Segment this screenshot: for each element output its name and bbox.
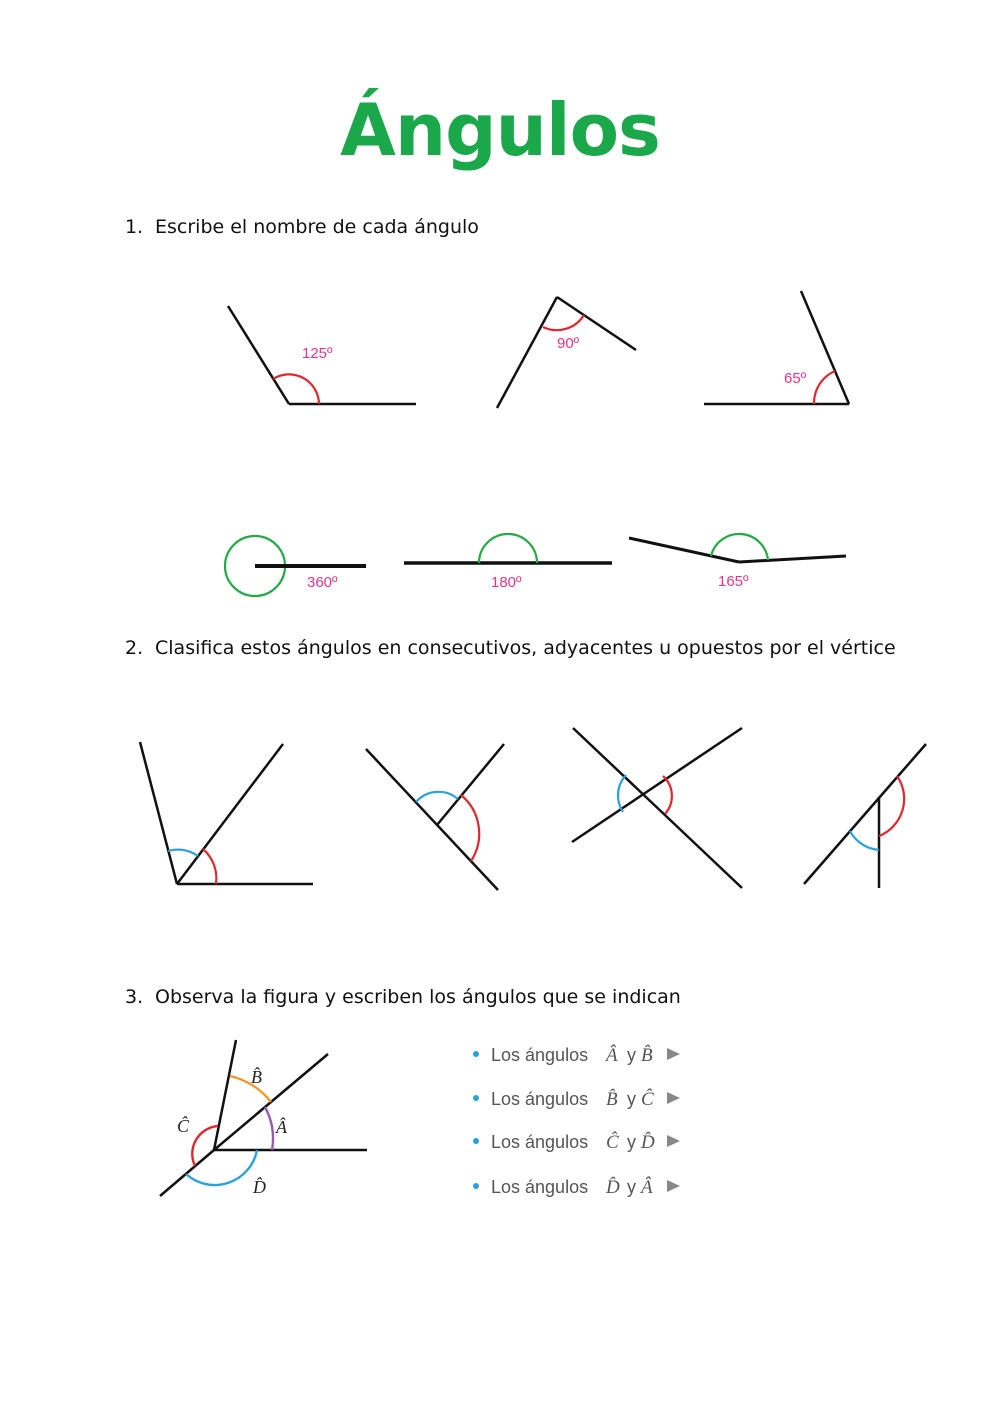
list-item-prefix: Los ángulos (491, 1089, 589, 1109)
arrow-right-icon (667, 1180, 680, 1192)
angle-label: 180º (491, 574, 522, 591)
arrow-right-icon (667, 1092, 680, 1104)
angle-180-figure (404, 534, 612, 591)
angle-pairs-list (473, 1044, 680, 1198)
angle-a-label: Â (276, 1117, 287, 1137)
angle-125-figure (228, 306, 416, 404)
list-item-angle-b: Ĉ (641, 1089, 654, 1110)
angle-90-figure (497, 297, 636, 408)
list-item-prefix: Los ángulos (491, 1132, 589, 1152)
question-number: 3. (125, 986, 144, 1008)
list-item-conj: y (627, 1177, 636, 1197)
angle-label: 125º (302, 345, 333, 362)
list-item-conj: y (627, 1089, 636, 1109)
bullet-icon (473, 1051, 479, 1057)
list-item-angle-b: Â (641, 1177, 653, 1198)
question-text: Clasifica estos ángulos en consecutivos, adyacentes u opuestos por el vértice (155, 637, 896, 659)
list-item-angle-b: D̂ (641, 1132, 655, 1153)
list-item (473, 1131, 680, 1153)
list-item-prefix: Los ángulos (491, 1177, 589, 1197)
question-number: 2. (125, 637, 144, 659)
list-item-angle-a: B̂ (606, 1089, 618, 1110)
consecutive-angles-figure (140, 742, 313, 884)
list-item (473, 1088, 680, 1110)
angle-d-label: D̂ (253, 1177, 266, 1197)
list-item-angle-a: D̂ (606, 1177, 620, 1198)
bullet-icon (473, 1183, 479, 1189)
arrow-right-icon (667, 1048, 680, 1060)
list-item-angle-a: Â (606, 1045, 618, 1066)
question-text: Observa la figura y escriben los ángulos que se indican (155, 986, 681, 1008)
angle-label: 165º (718, 573, 749, 590)
bullet-icon (473, 1138, 479, 1144)
angle-label: 360º (307, 574, 338, 591)
list-item-conj: y (627, 1132, 636, 1152)
adjacent-angles-figure (366, 744, 504, 890)
angle-360-figure (225, 536, 366, 596)
vertical-angles-figure (572, 728, 742, 888)
list-item-angle-a: Ĉ (606, 1132, 619, 1153)
question-number: 1. (125, 216, 144, 238)
list-item-conj: y (627, 1045, 636, 1065)
list-item-angle-b: B̂ (641, 1045, 653, 1066)
bullet-icon (473, 1095, 479, 1101)
angles-abcd-figure (160, 1040, 367, 1197)
page-title: Ángulos (340, 88, 660, 172)
list-item (473, 1176, 680, 1198)
question-text: Escribe el nombre de cada ángulo (155, 216, 479, 238)
list-item (473, 1044, 680, 1066)
list-item-prefix: Los ángulos (491, 1045, 589, 1065)
angle-65-figure (704, 291, 849, 404)
angle-c-label: Ĉ (177, 1116, 190, 1136)
angle-b-label: B̂ (251, 1067, 262, 1087)
angle-label: 65º (784, 370, 807, 387)
arrow-right-icon (667, 1135, 680, 1147)
opposite-angles-figure (804, 744, 926, 888)
angle-label: 90º (557, 335, 580, 352)
angle-165-figure (629, 534, 846, 590)
